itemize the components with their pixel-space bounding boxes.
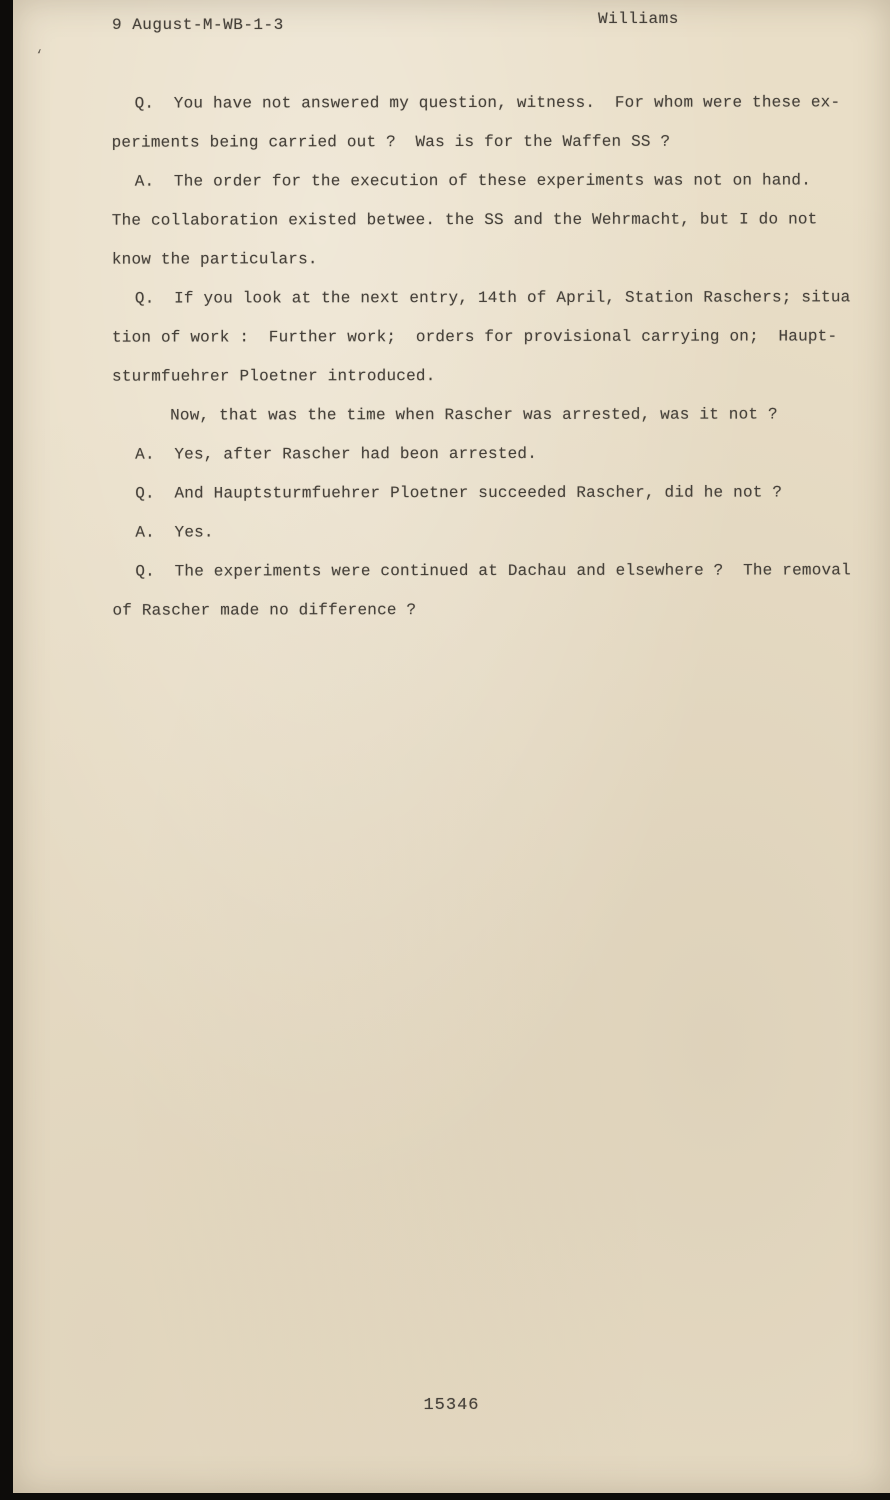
transcript-line: Q. If you look at the next entry, 14th of April, Station Raschers; situa — [134, 288, 851, 308]
transcript-line: A. Yes, after Rascher had beon arrested. — [135, 444, 538, 464]
transcript-line: know the particulars. — [111, 250, 318, 269]
transcript-line: A. Yes. — [135, 523, 214, 542]
page-number: 15346 — [423, 1396, 480, 1415]
transcript-line: Now, that was the time when Rascher was arrested, was it not ? — [170, 405, 778, 425]
page-header-reference: 9 August-M-WB-1-3 — [112, 16, 284, 34]
transcript-line: The collaboration existed betwee. the SS and the Wehrmacht, but I do not — [111, 210, 818, 230]
transcript-line: tion of work : Further work; orders for provisional carrying on; Haupt- — [111, 327, 838, 347]
stray-pen-mark: ‘ — [35, 48, 44, 64]
page-header-reporter-name: Williams — [598, 10, 679, 28]
transcript-line: Q. The experiments were continued at Dachau and elsewhere ? The removal — [135, 561, 851, 581]
document-page — [13, 0, 890, 1493]
transcript-line: periments being carried out ? Was is for the Waffen SS ? — [111, 132, 671, 152]
transcript-line: of Rascher made no difference ? — [112, 601, 417, 620]
transcript-line: A. The order for the execution of these experiments was not on hand. — [134, 171, 812, 191]
transcript-line: Q. You have not answered my question, witness. For whom were these ex- — [134, 93, 841, 113]
transcript-body — [112, 83, 858, 630]
transcript-line: Q. And Hauptsturmfuehrer Ploetner succeeded Rascher, did he not ? — [135, 483, 783, 503]
transcript-line: sturmfuehrer Ploetner introduced. — [112, 367, 436, 386]
